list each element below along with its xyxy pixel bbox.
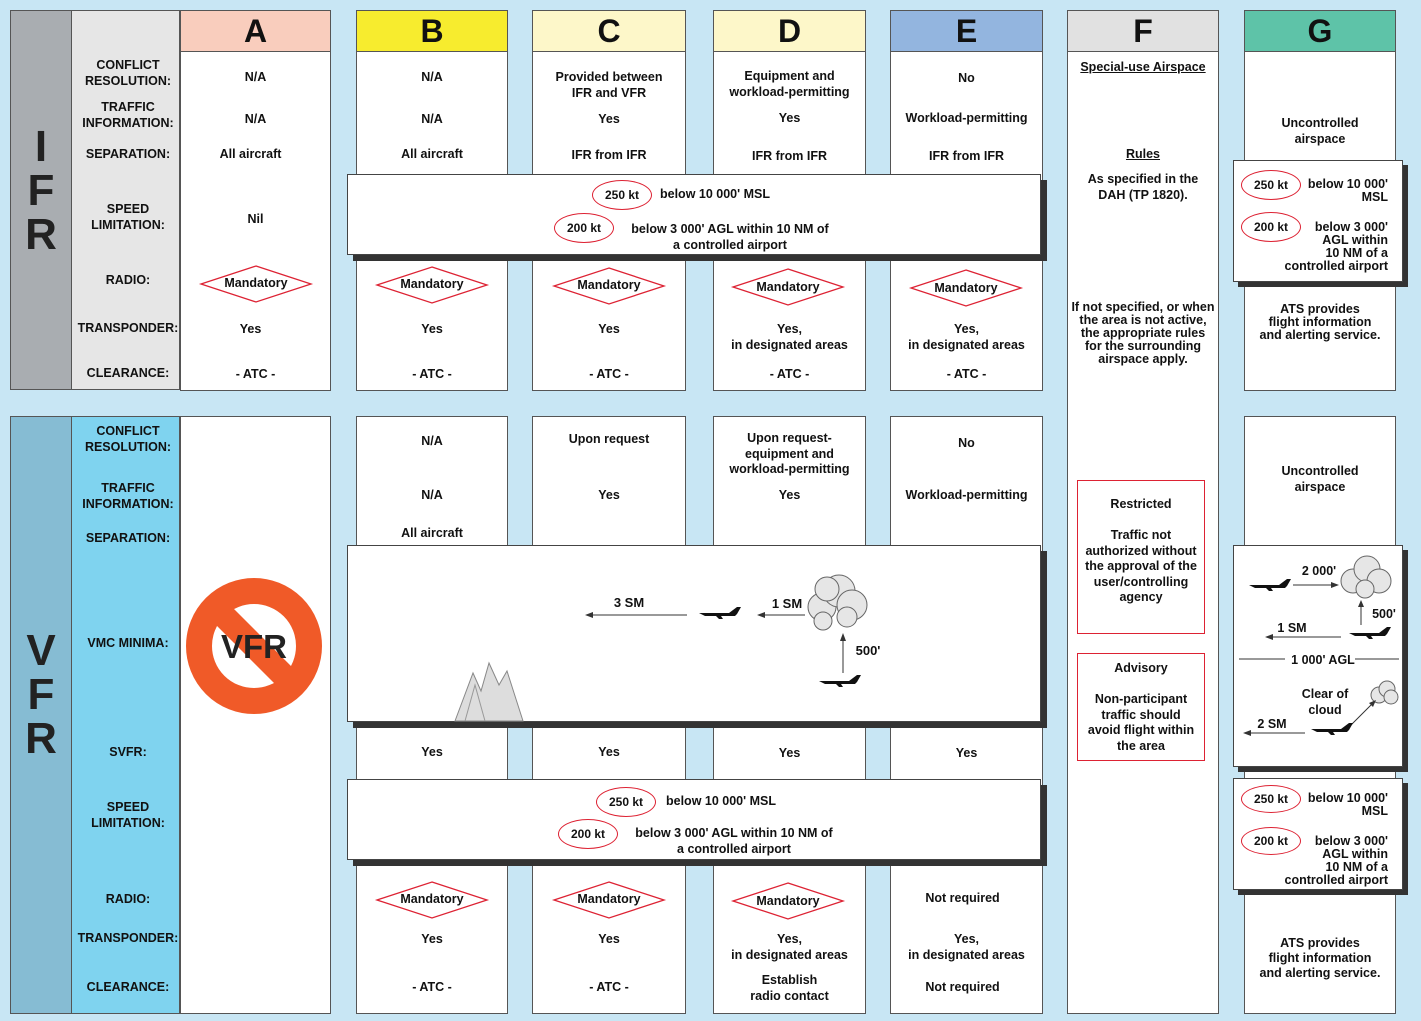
- vfr-g-1sm-label: 1 SM: [1277, 621, 1307, 635]
- ifr-label-separation: SEPARATION:: [85, 147, 171, 161]
- vfr-e-svfr: Yes: [955, 746, 978, 760]
- vmc-cloud-horizontal-label: 1 SM: [771, 596, 803, 611]
- vfr-e-radio: Not required: [925, 891, 1000, 905]
- vfr-g-uncontrolled: Uncontrolled airspace: [1281, 464, 1359, 494]
- vfr-b-radio: Mandatory: [400, 892, 464, 906]
- ifr-speed-200kt: 200 kt: [554, 213, 614, 243]
- ifr-b-radio: Mandatory: [400, 277, 464, 291]
- vfr-b-transponder: Yes: [421, 932, 443, 946]
- vfr-g-speed-text1: below 10 000' MSL: [1307, 791, 1388, 818]
- vfr-speed-text2: below 3 000' AGL within 10 NM of a controlled airport: [635, 826, 833, 856]
- ifr-letter-f: F: [27, 166, 55, 215]
- f-not-specified: If not specified, or when the area is not active, the appropriate rules for the surrounding airspace apply.: [1071, 300, 1215, 366]
- aircraft-icon: [699, 607, 741, 619]
- ifr-d-clearance: - ATC -: [769, 367, 810, 381]
- vfr-b-separation: All aircraft: [401, 526, 463, 540]
- header-class-e: E: [890, 10, 1043, 52]
- vfr-c-svfr: Yes: [598, 745, 620, 759]
- ifr-e-transponder: Yes, in designated areas: [908, 322, 1025, 352]
- vmc-cloud-vertical-label: 500': [855, 643, 881, 658]
- ifr-g-ats: ATS provides flight information and alerting service.: [1259, 302, 1381, 342]
- vfr-label-separation: SEPARATION:: [85, 531, 171, 545]
- ifr-g-speed-text1: below 10 000' MSL: [1307, 177, 1388, 204]
- vfr-b-svfr: Yes: [421, 745, 443, 759]
- vfr-b-clearance: - ATC -: [412, 980, 452, 994]
- ifr-c-separation: IFR from IFR: [571, 148, 647, 162]
- vfr-c-traffic: Yes: [598, 488, 620, 502]
- vfr-e-transponder: Yes, in designated areas: [908, 932, 1025, 962]
- ifr-c-clearance: - ATC -: [589, 367, 629, 381]
- ifr-letter-i: I: [34, 122, 48, 171]
- cloud-icon: [808, 575, 867, 630]
- header-class-c: C: [532, 10, 686, 52]
- vfr-d-radio: Mandatory: [756, 894, 820, 908]
- vfr-speed-200kt: 200 kt: [558, 819, 618, 849]
- ifr-d-transponder: Yes, in designated areas: [731, 322, 848, 352]
- vfr-letter-v: V: [26, 626, 56, 675]
- ifr-b-clearance: - ATC -: [412, 367, 452, 381]
- vfr-g-ats: ATS provides flight information and alerting service.: [1259, 936, 1381, 980]
- ifr-b-separation: All aircraft: [401, 147, 463, 161]
- vfr-g-clear-label: Clear of cloud: [1301, 687, 1349, 717]
- vfr-c-radio: Mandatory: [577, 892, 641, 906]
- vmc-illustration: [347, 545, 1041, 722]
- ifr-b-conflict: N/A: [421, 70, 443, 84]
- vfr-letter-f: F: [27, 670, 55, 719]
- f-rules-text: As specified in the DAH (TP 1820).: [1087, 172, 1199, 202]
- ifr-b-transponder: Yes: [421, 322, 443, 336]
- ifr-c-traffic: Yes: [598, 112, 620, 126]
- vfr-letter-r: R: [25, 714, 57, 763]
- ifr-d-traffic: Yes: [778, 111, 801, 125]
- vmc-visibility-label: 3 SM: [613, 595, 645, 610]
- ifr-a-transponder: Yes: [239, 322, 262, 336]
- header-class-d: D: [713, 10, 866, 52]
- vfr-e-traffic: Workload-permitting: [905, 488, 1028, 502]
- ifr-c-conflict: Provided between IFR and VFR: [555, 70, 663, 100]
- vfr-e-clearance: Not required: [925, 980, 1000, 994]
- ifr-letter-r: R: [25, 210, 57, 259]
- aircraft-below-icon: [819, 675, 861, 687]
- header-class-b: B: [356, 10, 508, 52]
- vfr-g-2000-label: 2 000': [1301, 564, 1337, 578]
- vfr-g-speed-text2: below 3 000' AGL within 10 NM of a controlled airport: [1284, 834, 1388, 887]
- vfr-g-agl-label: 1 000' AGL: [1291, 653, 1355, 667]
- vfr-d-transponder: Yes, in designated areas: [731, 932, 848, 962]
- g-aircraft-lower-icon: [1311, 723, 1353, 735]
- ifr-d-radio: Mandatory: [756, 280, 820, 294]
- ifr-d-separation: IFR from IFR: [752, 149, 827, 163]
- ifr-a-conflict: N/A: [244, 70, 267, 84]
- vfr-c-clearance: - ATC -: [589, 980, 629, 994]
- header-class-a: A: [180, 10, 331, 52]
- ifr-label-transponder: TRANSPONDER:: [77, 321, 179, 335]
- vfr-d-conflict: Upon request- equipment and workload-permitting: [729, 431, 850, 476]
- vfr-label-conflict: CONFLICT RESOLUTION:: [84, 424, 172, 454]
- ifr-c-radio: Mandatory: [577, 278, 641, 292]
- ifr-a-speed: Nil: [247, 212, 264, 226]
- ifr-e-traffic: Workload-permitting: [905, 111, 1028, 125]
- ifr-a-traffic: N/A: [244, 112, 267, 126]
- vfr-d-clearance: Establish radio contact: [750, 973, 829, 1003]
- vfr-label-speed: SPEED LIMITATION:: [91, 800, 165, 830]
- ifr-speed-250kt: 250 kt: [592, 180, 652, 210]
- vfr-speed-text1: below 10 000' MSL: [666, 794, 776, 808]
- vfr-label-svfr: SVFR:: [109, 745, 147, 759]
- ifr-g-speed-200kt: 200 kt: [1241, 212, 1301, 242]
- vfr-g-2sm-label: 2 SM: [1257, 717, 1287, 731]
- cloud-distance-arrow: [757, 612, 805, 618]
- mountain-icon: [455, 663, 523, 721]
- ifr-g-speed-text2: below 3 000' AGL within 10 NM of a controlled airport: [1284, 220, 1388, 273]
- vertical-clearance-arrow: [840, 633, 846, 673]
- header-class-f: F: [1067, 10, 1219, 52]
- ifr-b-traffic: N/A: [421, 112, 443, 126]
- header-class-g: G: [1244, 10, 1396, 52]
- vfr-label-vmc: VMC MINIMA:: [87, 636, 169, 650]
- vfr-label-clearance: CLEARANCE:: [86, 980, 170, 994]
- f-restricted-title: Restricted: [1110, 497, 1172, 511]
- vfr-c-transponder: Yes: [598, 932, 620, 946]
- ifr-label-conflict: CONFLICT RESOLUTION:: [84, 58, 172, 88]
- ifr-g-uncontrolled: Uncontrolled airspace: [1281, 116, 1359, 146]
- ifr-e-clearance: - ATC -: [946, 367, 987, 381]
- g-aircraft-mid-icon: [1349, 627, 1391, 639]
- vfr-d-svfr: Yes: [778, 746, 801, 760]
- vfr-column-a: [180, 416, 331, 1014]
- ifr-speed-text1: below 10 000' MSL: [660, 187, 770, 201]
- vfr-g-500-label: 500': [1372, 607, 1396, 621]
- ifr-g-speed-250kt: 250 kt: [1241, 170, 1301, 200]
- vfr-speed-250kt: 250 kt: [596, 787, 656, 817]
- vfr-g-speed-250kt: 250 kt: [1241, 785, 1301, 813]
- f-advisory-title: Advisory: [1114, 661, 1168, 675]
- ifr-a-clearance: - ATC -: [235, 367, 276, 381]
- ifr-e-separation: IFR from IFR: [929, 149, 1004, 163]
- no-vfr-text: VFR: [221, 628, 287, 665]
- vfr-label-traffic: TRAFFIC INFORMATION:: [82, 481, 174, 511]
- vfr-b-traffic: N/A: [421, 488, 443, 502]
- vfr-e-conflict: No: [958, 436, 975, 450]
- ifr-label-radio: RADIO:: [105, 273, 151, 287]
- ifr-c-transponder: Yes: [598, 322, 620, 336]
- visibility-arrow: [585, 612, 687, 618]
- f-advisory-text: Non-participant traffic should avoid flight within the area: [1087, 692, 1195, 753]
- g-cloud-upper-icon: [1341, 556, 1391, 598]
- ifr-a-separation: All aircraft: [219, 147, 282, 161]
- vfr-b-conflict: N/A: [421, 434, 443, 448]
- ifr-e-radio: Mandatory: [934, 281, 998, 295]
- ifr-speed-text2: below 3 000' AGL within 10 NM of a controlled airport: [631, 222, 829, 252]
- ifr-label-clearance: CLEARANCE:: [86, 366, 170, 380]
- f-restricted-text: Traffic not authorized without the approval of the user/controlling agency: [1085, 528, 1197, 604]
- ifr-label-speed: SPEED LIMITATION:: [91, 202, 165, 232]
- ifr-e-conflict: No: [958, 71, 975, 85]
- vfr-label-radio: RADIO:: [105, 892, 151, 906]
- vfr-d-traffic: Yes: [778, 488, 801, 502]
- vfr-label-transponder: TRANSPONDER:: [77, 931, 179, 945]
- f-title: Special-use Airspace: [1080, 60, 1206, 74]
- g-aircraft-upper-icon: [1249, 579, 1291, 591]
- vfr-g-speed-200kt: 200 kt: [1241, 827, 1301, 855]
- f-rules-heading: Rules: [1125, 147, 1161, 161]
- ifr-a-radio: Mandatory: [224, 276, 288, 290]
- vfr-c-conflict: Upon request: [568, 432, 650, 446]
- ifr-label-traffic: TRAFFIC INFORMATION:: [82, 100, 174, 130]
- ifr-d-conflict: Equipment and workload-permitting: [729, 69, 850, 99]
